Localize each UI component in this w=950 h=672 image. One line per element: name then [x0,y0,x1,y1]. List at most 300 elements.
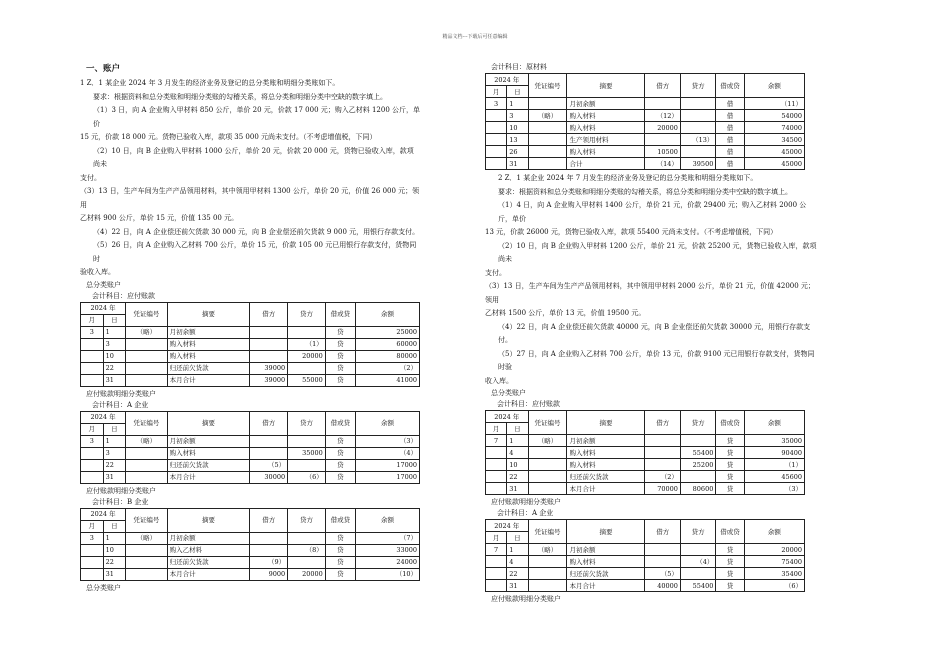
cell-credit [680,471,715,483]
question-1-item: （2）10 日，向 B 企业购入甲材料 1000 公斤，单价 20 元，价款 20 000 元，货物已验收入库，款项尚未 [93,146,414,168]
ledger-row [486,447,805,459]
ledger-row [486,158,805,170]
header-voucher: 凭证编号 [126,508,167,532]
cell-summary: 归还前欠货款 [567,568,645,580]
cell-balance: 54000 [744,110,804,122]
header-year: 2024 年 [81,411,126,423]
cell-month [81,338,104,350]
ledger-heading: 总分类账户 [491,389,526,397]
cell-debit [250,435,288,447]
cell-day: 22 [103,459,126,471]
ledger-row [486,122,805,134]
question-2-item: 13 元，价款 26000 元，货物已验收入库，款项 55400 元尚未支付。（不考虑增值税，下同） [485,228,778,236]
cell-credit [680,544,715,556]
ledger-row [486,483,805,495]
section-title: 一、账户 [86,64,121,74]
cell-voucher [528,98,567,110]
cell-month [486,459,507,471]
cell-balance: （10） [355,568,419,580]
cell-dc: 贷 [716,568,744,580]
cell-debit [250,350,288,362]
right-column [485,62,820,605]
cell-dc: 借 [716,110,744,122]
header-credit: 贷方 [680,74,715,98]
cell-debit: （5） [645,568,680,580]
cell-balance: 35400 [744,568,804,580]
cell-balance: （4） [355,447,419,459]
question-2-item: （2）10 日，向 B 企业购入甲材料 1200 公斤，单价 21 元，价款 25200 元，货物已验收入库，款项尚未 [498,241,817,263]
ledger-header-row [81,302,420,314]
cell-day: 10 [103,350,126,362]
cell-balance: 20000 [744,544,804,556]
cell-day: 4 [507,556,528,568]
header-voucher: 凭证编号 [528,74,567,98]
ledger-row [486,459,805,471]
cell-voucher [126,350,167,362]
cell-debit [250,447,288,459]
cell-summary: 月初余额 [567,435,645,447]
cell-voucher: （略） [528,435,567,447]
cell-credit: 20000 [288,350,326,362]
question-1-item: （3）13 日，生产车间为生产产品领用材料，其中领用甲材料 1300 公斤，单价 20 元，价值 26 000 元；领用 [80,187,420,209]
header-day: 日 [507,86,528,98]
cell-debit: （2） [645,471,680,483]
cell-credit: 55400 [680,580,715,592]
cell-dc: 贷 [716,556,744,568]
ledger-row [486,580,805,592]
cell-voucher [126,338,167,350]
ledger-subject: 会计科目：A 企业 [92,400,149,409]
cell-dc: 贷 [325,532,355,544]
header-debit: 借方 [250,302,288,326]
cell-summary: 购入材料 [167,447,250,459]
cell-day: 1 [103,532,126,544]
cell-voucher [528,556,567,568]
header-summary: 摘要 [167,508,250,532]
cell-balance: 17000 [355,459,419,471]
cell-dc: 贷 [325,447,355,459]
ledger-row [81,374,420,386]
cell-dc: 贷 [325,556,355,568]
cell-dc: 贷 [325,568,355,580]
header-day: 日 [507,532,528,544]
ledger-row [81,447,420,459]
cell-day: 31 [507,483,528,495]
cell-credit: （6） [288,471,326,483]
cell-voucher: （略） [528,110,567,122]
cell-credit [680,146,715,158]
ledger-table [80,302,420,387]
cell-credit [680,435,715,447]
cell-summary: 购入材料 [167,350,250,362]
ledger-row [81,556,420,568]
question-2-requirement: 要求：根据资料和总分类账和明细分类账的勾稽关系，将总分类和明细分类中空缺的数字填上。 [498,187,792,196]
question-1-item: （1）3 日，向 A 企业购入甲材料 850 公斤，单价 20 元，价款 17 000 元；购入乙材料 1200 公斤，单价 [93,106,421,128]
cell-debit [250,544,288,556]
cell-voucher [528,122,567,134]
cell-credit [288,459,326,471]
cell-voucher [528,146,567,158]
ledger-row [81,338,420,350]
header-balance: 余额 [744,74,804,98]
ledger-row [486,98,805,110]
ledger-header-row [486,74,805,86]
cell-balance: 34500 [744,134,804,146]
cell-debit: （5） [250,459,288,471]
header-dc: 借或贷 [325,411,355,435]
cell-day: 1 [103,435,126,447]
header-month: 月 [486,423,507,435]
cell-debit: 39000 [250,362,288,374]
header-balance: 余额 [355,411,419,435]
cell-balance: 45000 [744,158,804,170]
ledger-heading: 应付账款明细分类账户 [491,595,561,603]
cell-dc: 贷 [325,471,355,483]
ledger-heading: 应付账款明细分类账户 [86,389,156,398]
cell-dc: 贷 [325,374,355,386]
header-credit: 贷方 [288,302,326,326]
cell-voucher: （略） [126,532,167,544]
question-2-item: （3）13 日，生产车间为生产产品领用材料，其中领用甲材料 2000 公斤，单价 21 元，价值 42000 元；领用 [485,282,815,304]
header-dc: 借或贷 [716,520,744,544]
cell-debit: 39000 [250,374,288,386]
cell-voucher [126,362,167,374]
cell-month [486,158,507,170]
ledger-row [486,146,805,158]
cell-day: 31 [103,374,126,386]
cell-voucher: （略） [126,435,167,447]
cell-day: 31 [507,158,528,170]
cell-debit [645,544,680,556]
header-voucher: 凭证编号 [528,520,567,544]
question-2-item: （4）22 日，向 A 企业偿还前欠货款 40000 元，向 B 企业偿还前欠货款 30000 元，用银行存款支付。 [498,322,811,344]
ledger-table [80,411,420,484]
cell-credit [288,362,326,374]
cell-credit [288,435,326,447]
cell-month: 7 [486,544,507,556]
cell-balance: 41000 [355,374,419,386]
question-2-title: 2 Z．1 某企业 2024 年 7 月发生的经济业务及登记的总分类账和明细分类账如下。 [498,174,758,182]
cell-day: 22 [507,471,528,483]
ledger-header-row [486,411,805,423]
cell-balance: 45000 [744,146,804,158]
header-debit: 借方 [250,508,288,532]
cell-balance: 25000 [355,326,419,338]
cell-credit [680,98,715,110]
cell-voucher [528,568,567,580]
ledger-heading: 应付账款明细分类账户 [491,498,561,506]
cell-summary: 购入材料 [567,459,645,471]
cell-credit [680,122,715,134]
cell-month [81,447,104,459]
ledger-heading: 应付账款明细分类账户 [86,486,156,495]
cell-summary: 购入材料 [567,447,645,459]
cell-credit: 20000 [288,568,326,580]
left-column [80,62,420,594]
question-1-item: （5）26 日，向 A 企业购入乙材料 700 公斤，单价 15 元，价款 105 00 元已用银行存款支付，货物同时 [93,241,417,263]
cell-voucher [528,471,567,483]
cell-credit: 35000 [288,447,326,459]
cell-month [486,110,507,122]
ledger-heading: 总分类账户 [86,583,121,592]
header-day: 日 [507,423,528,435]
cell-debit [250,338,288,350]
cell-day: 1 [507,544,528,556]
cell-voucher [126,544,167,556]
cell-debit: （9） [250,556,288,568]
header-dc: 借或贷 [325,508,355,532]
question-1-item: （4）22 日，向 A 企业偿还前欠货款 30 000 元，向 B 企业偿还前欠货款 9 000 元，用银行存款支付。 [93,227,420,236]
header-day: 日 [103,520,126,532]
cell-summary: 月初余额 [567,544,645,556]
cell-month [81,362,104,374]
cell-voucher: （略） [528,544,567,556]
header-balance: 余额 [355,302,419,326]
header-voucher: 凭证编号 [126,411,167,435]
cell-debit [645,98,680,110]
cell-balance: （3） [744,483,804,495]
header-year: 2024 年 [81,508,126,520]
cell-debit: （14） [645,158,680,170]
header-year: 2024 年 [486,411,529,423]
cell-balance: 17000 [355,471,419,483]
ledger-row [486,471,805,483]
cell-dc: 借 [716,158,744,170]
ledger-row [81,544,420,556]
ledger-row [81,471,420,483]
ledger-row [486,568,805,580]
cell-credit [288,532,326,544]
cell-balance: 33000 [355,544,419,556]
cell-dc: 贷 [716,544,744,556]
cell-voucher [528,158,567,170]
header-debit: 借方 [645,74,680,98]
header-month: 月 [81,520,104,532]
cell-credit: 55400 [680,447,715,459]
cell-summary: 生产领用材料 [567,134,645,146]
cell-voucher [528,447,567,459]
cell-summary: 购入材料 [567,122,645,134]
cell-debit [645,459,680,471]
cell-voucher [528,580,567,592]
cell-dc: 借 [716,122,744,134]
cell-voucher [126,374,167,386]
cell-day: 22 [507,568,528,580]
cell-balance: （6） [744,580,804,592]
cell-debit [645,556,680,568]
cell-credit [680,110,715,122]
cell-balance: 24000 [355,556,419,568]
cell-debit: （12） [645,110,680,122]
header-credit: 贷方 [680,411,715,435]
header-year: 2024 年 [486,74,529,86]
cell-month [81,374,104,386]
cell-day: 3 [103,447,126,459]
ledger-header-row [486,520,805,532]
cell-dc: 贷 [325,326,355,338]
cell-month [81,471,104,483]
cell-credit [288,556,326,568]
question-2-item: 支付。 [485,268,506,277]
ledger-row [81,362,420,374]
cell-credit: 25200 [680,459,715,471]
cell-day: 10 [507,122,528,134]
ledger-row [81,350,420,362]
ledger-table [485,519,805,592]
cell-day: 3 [507,110,528,122]
cell-credit: （1） [288,338,326,350]
ledger-row [81,532,420,544]
cell-month: 3 [81,326,104,338]
cell-balance: 75400 [744,556,804,568]
cell-month [81,459,104,471]
cell-dc: 贷 [716,459,744,471]
cell-dc: 贷 [325,544,355,556]
cell-voucher [126,556,167,568]
cell-month [486,447,507,459]
cell-day: 10 [507,459,528,471]
cell-month [486,483,507,495]
cell-balance: 74000 [744,122,804,134]
cell-summary: 本月合计 [567,580,645,592]
cell-month [81,556,104,568]
cell-summary: 本月合计 [567,483,645,495]
cell-debit: 70000 [645,483,680,495]
cell-month [486,471,507,483]
header-month: 月 [486,86,507,98]
cell-dc: 贷 [325,435,355,447]
ledger-subject: 会计科目：应付账款 [497,400,560,408]
cell-credit: （4） [680,556,715,568]
cell-month: 3 [81,532,104,544]
header-summary: 摘要 [567,74,645,98]
cell-balance: 45600 [744,471,804,483]
header-balance: 余额 [355,508,419,532]
cell-summary: 归还前欠货款 [167,556,250,568]
cell-summary: 归还前欠货款 [567,471,645,483]
header-debit: 借方 [250,411,288,435]
question-2-item: （1）4 日，向 A 企业购入甲材料 1400 公斤，单价 21 元，价款 29400 元；购入乙材料 2000 公斤，单价 [498,201,807,223]
cell-credit [680,568,715,580]
cell-day: 31 [507,580,528,592]
cell-debit: 40000 [645,580,680,592]
cell-dc: 借 [716,146,744,158]
cell-dc: 贷 [325,350,355,362]
cell-month [486,556,507,568]
cell-summary: 本月合计 [167,374,250,386]
ledger-subject: 会计科目：原材料 [491,63,547,71]
header-credit: 贷方 [680,520,715,544]
cell-dc: 贷 [716,447,744,459]
ledger-row [486,110,805,122]
cell-balance: （2） [355,362,419,374]
cell-summary: 购入乙材料 [167,544,250,556]
cell-summary: 月初余额 [567,98,645,110]
cell-credit: 55000 [288,374,326,386]
cell-day: 4 [507,447,528,459]
header-voucher: 凭证编号 [528,411,567,435]
header-summary: 摘要 [167,302,250,326]
cell-voucher [126,568,167,580]
ledger-subject: 会计科目：应付账款 [92,291,155,300]
cell-summary: 合计 [567,158,645,170]
cell-dc: 贷 [716,471,744,483]
question-1-item: 支付。 [80,173,101,182]
cell-month [486,134,507,146]
cell-summary: 月初余额 [167,435,250,447]
ledger-table [485,410,805,495]
header-year: 2024 年 [486,520,529,532]
cell-voucher [528,134,567,146]
cell-day: 13 [507,134,528,146]
cell-credit: （13） [680,134,715,146]
header-debit: 借方 [645,411,680,435]
header-month: 月 [81,314,104,326]
question-2-item: 收入库。 [485,376,513,385]
cell-credit [288,326,326,338]
cell-dc: 借 [716,134,744,146]
cell-dc: 贷 [325,459,355,471]
header-summary: 摘要 [167,411,250,435]
ledger-row [486,134,805,146]
cell-debit: 20000 [645,122,680,134]
cell-summary: 归还前欠货款 [167,459,250,471]
header-summary: 摘要 [567,520,645,544]
cell-summary: 本月合计 [167,471,250,483]
cell-summary: 购入材料 [167,338,250,350]
cell-summary: 归还前欠货款 [167,362,250,374]
cell-balance: 80000 [355,350,419,362]
cell-debit [250,326,288,338]
question-1-item: 验收入库。 [80,268,115,276]
cell-month [81,568,104,580]
cell-debit: 9000 [250,568,288,580]
cell-balance: 35000 [744,435,804,447]
cell-day: 22 [103,362,126,374]
ledger-table [485,73,805,170]
cell-dc: 贷 [716,580,744,592]
question-2-item: （5）27 日，向 A 企业购入乙材料 700 公斤，单价 13 元，价款 9100 元已用银行存款支付，货物同时验 [498,349,815,371]
ledger-heading: 总分类账户 [86,280,121,289]
ledger-row [81,435,420,447]
header-balance: 余额 [744,411,804,435]
ledger-table [80,508,420,581]
cell-month: 3 [486,98,507,110]
cell-summary: 购入材料 [567,146,645,158]
cell-summary: 购入材料 [567,556,645,568]
header-voucher: 凭证编号 [126,302,167,326]
header-month: 月 [81,423,104,435]
cell-month [486,122,507,134]
cell-dc: 贷 [716,435,744,447]
cell-credit: 80600 [680,483,715,495]
header-day: 日 [103,314,126,326]
cell-day: 1 [507,435,528,447]
cell-summary: 购入材料 [567,110,645,122]
ledger-subject: 会计科目：B 企业 [92,497,149,506]
cell-summary: 本月合计 [167,568,250,580]
header-summary: 摘要 [567,411,645,435]
cell-dc: 贷 [716,483,744,495]
cell-month [486,580,507,592]
cell-day: 31 [103,471,126,483]
cell-debit [645,134,680,146]
cell-voucher [528,483,567,495]
header-dc: 借或贷 [716,74,744,98]
ledger-row [81,459,420,471]
ledger-row [486,556,805,568]
cell-day: 1 [103,326,126,338]
